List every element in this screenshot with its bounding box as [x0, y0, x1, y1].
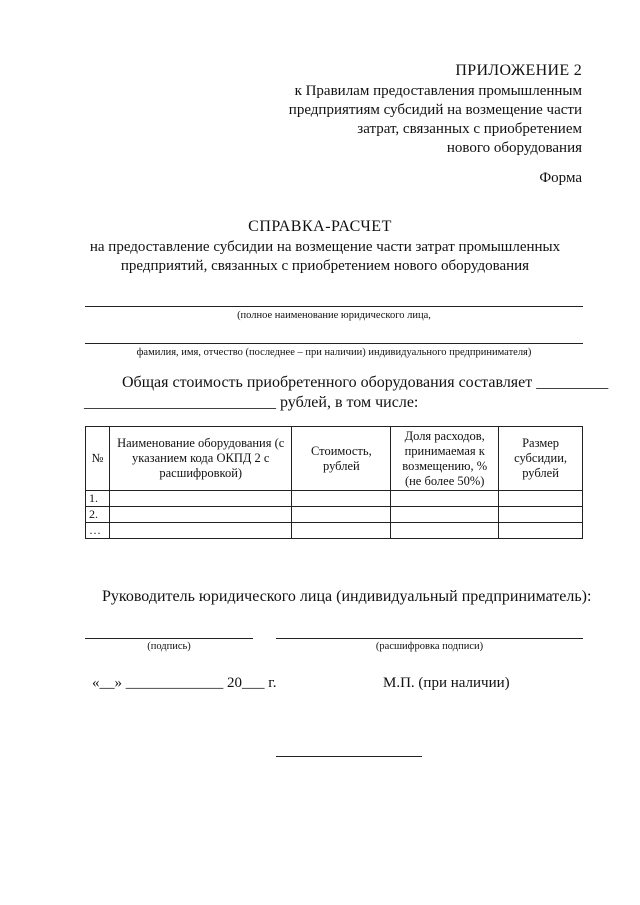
calculation-table: [85, 426, 583, 539]
cost-cell[interactable]: [292, 523, 391, 539]
legal-entity-fill-line[interactable]: [85, 306, 583, 307]
share-cell[interactable]: [391, 507, 499, 523]
appendix-title: ПРИЛОЖЕНИЕ 2: [455, 62, 582, 79]
form-label: Форма: [539, 170, 582, 186]
col-equipment-header: Наименование оборудования (с указанием кода ОКПД 2 с расшифровкой): [109, 427, 291, 491]
document-title: СПРАВКА-РАСЧЕТ: [248, 218, 392, 235]
stamp-place: М.П. (при наличии): [383, 675, 510, 691]
signature-decode-fill-line[interactable]: [276, 638, 583, 639]
col-cost-header: Стоимость, рублей: [292, 427, 391, 491]
cost-cell[interactable]: [292, 507, 391, 523]
appendix-line: предприятиям субсидий на возмещение части: [288, 102, 582, 118]
cost-cell[interactable]: [292, 491, 391, 507]
equipment-cell[interactable]: [109, 507, 291, 523]
table-row: [86, 523, 583, 539]
appendix-line: затрат, связанных с приобретением: [357, 121, 582, 137]
row-number: 1.: [86, 491, 110, 507]
equipment-cell[interactable]: [109, 523, 291, 539]
table-header-row: [86, 427, 583, 491]
total-cost-line-1: Общая стоимость приобретенного оборудования составляет _________: [122, 374, 609, 391]
entrepreneur-caption: фамилия, имя, отчество (последнее – при наличии) индивидуального предпринимателя): [136, 347, 532, 358]
subsidy-cell[interactable]: [499, 523, 583, 539]
end-divider: [276, 756, 422, 757]
subsidy-cell[interactable]: [499, 491, 583, 507]
total-cost-line-2: ________________________ рублей, в том числе:: [84, 394, 419, 411]
equipment-cell[interactable]: [109, 491, 291, 507]
table-row: [86, 507, 583, 523]
appendix-line: к Правилам предоставления промышленным: [294, 83, 582, 99]
signature-fill-line[interactable]: [85, 638, 253, 639]
signer-heading: Руководитель юридического лица (индивидуальный предприниматель):: [102, 588, 592, 605]
col-share-header: Доля расходов, принимаемая к возмещению, % (не более 50%): [391, 427, 499, 491]
row-number: …: [86, 523, 110, 539]
date-field[interactable]: «__» _____________ 20___ г.: [92, 675, 277, 691]
legal-entity-caption: (полное наименование юридического лица,: [237, 310, 431, 321]
appendix-reference: [289, 82, 582, 158]
signature-caption: (подпись): [147, 641, 191, 652]
subsidy-cell[interactable]: [499, 507, 583, 523]
document-subtitle: [60, 238, 590, 276]
entrepreneur-fill-line[interactable]: [85, 343, 583, 344]
table-row: [86, 491, 583, 507]
col-number-header: №: [86, 427, 110, 491]
appendix-line: нового оборудования: [446, 140, 582, 156]
subtitle-line: предприятий, связанных с приобретением нового оборудования: [120, 258, 530, 274]
row-number: 2.: [86, 507, 110, 523]
share-cell[interactable]: [391, 523, 499, 539]
share-cell[interactable]: [391, 491, 499, 507]
col-subsidy-header: Размер субсидии, рублей: [499, 427, 583, 491]
subtitle-line: на предоставление субсидии на возмещение части затрат промышленных: [89, 239, 561, 255]
signature-decode-caption: (расшифровка подписи): [375, 641, 484, 652]
